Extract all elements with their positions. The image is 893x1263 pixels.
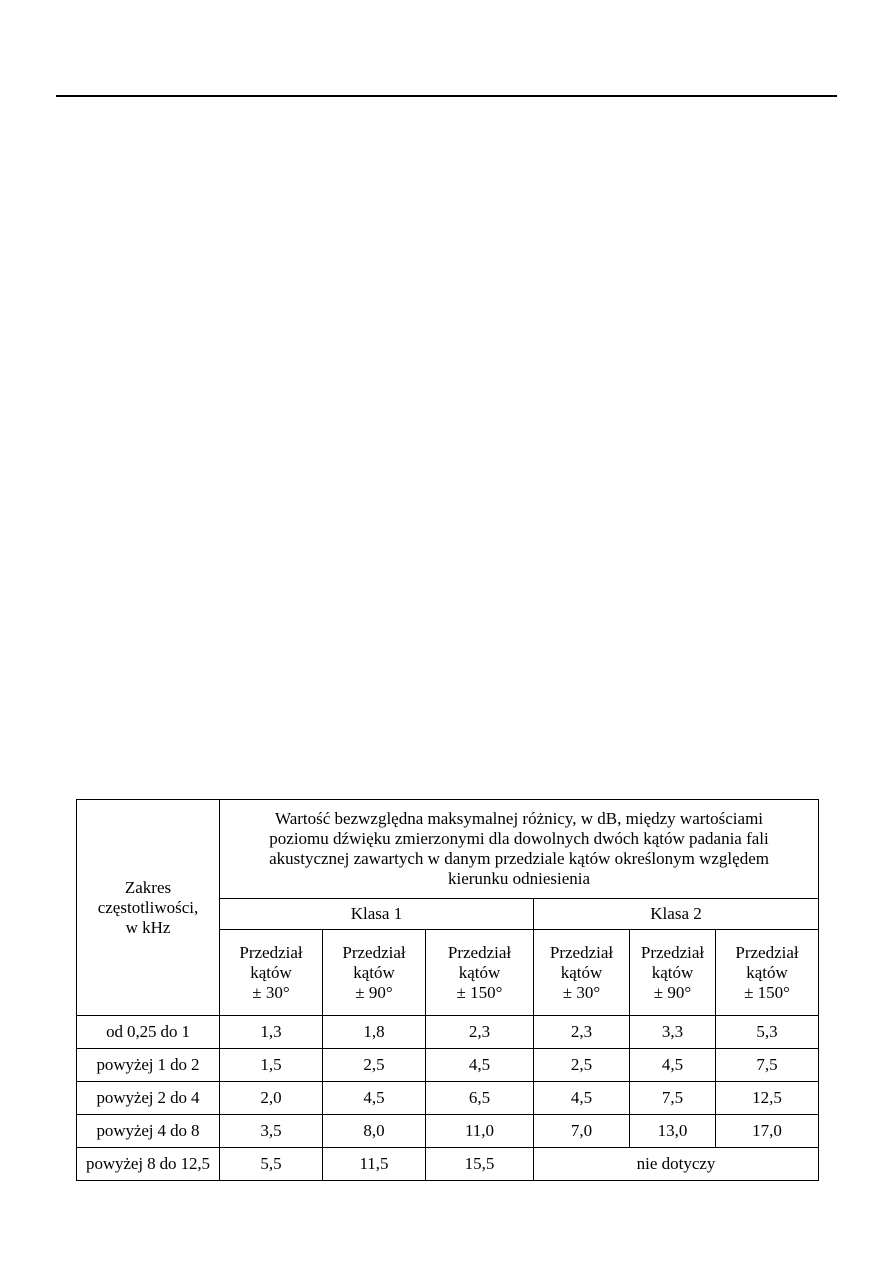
table-row [77,1082,819,1115]
value-cell: 3,5 [220,1115,323,1148]
value-cell: 4,5 [630,1049,716,1082]
max-difference-header: Wartość bezwzględna maksymalnej różnicy, w dB, między wartościami poziomu dźwięku zmierzonymi dla dowolnych dwóch kątów padania fali akustycznej zawartych w danym przedziale kątów określonym względem kierunku odniesienia [220,800,819,899]
frequency-range-cell: powyżej 8 do 12,5 [77,1148,220,1181]
frequency-range-cell: powyżej 1 do 2 [77,1049,220,1082]
value-cell: 1,3 [220,1016,323,1049]
value-cell: 1,5 [220,1049,323,1082]
value-cell: 12,5 [716,1082,819,1115]
value-cell: 5,3 [716,1016,819,1049]
angle-header: Przedział kątów ± 30° [220,930,323,1016]
class-1-header: Klasa 1 [220,899,534,930]
value-cell: 15,5 [426,1148,534,1181]
value-cell: 6,5 [426,1082,534,1115]
value-cell: 8,0 [323,1115,426,1148]
value-cell: 13,0 [630,1115,716,1148]
not-applicable-cell: nie dotyczy [534,1148,819,1181]
value-cell: 4,5 [323,1082,426,1115]
directivity-limits-table [76,799,819,1181]
value-cell: 4,5 [426,1049,534,1082]
frequency-range-header: Zakres częstotliwości, w kHz [77,800,220,1016]
frequency-range-cell: powyżej 4 do 8 [77,1115,220,1148]
frequency-range-cell: powyżej 2 do 4 [77,1082,220,1115]
value-cell: 4,5 [534,1082,630,1115]
angle-header: Przedział kątów ± 150° [716,930,819,1016]
value-cell: 7,5 [716,1049,819,1082]
value-cell: 7,5 [630,1082,716,1115]
angle-header: Przedział kątów ± 90° [630,930,716,1016]
table-row [77,1115,819,1148]
angle-header: Przedział kątów ± 90° [323,930,426,1016]
value-cell: 11,0 [426,1115,534,1148]
table-row [77,1148,819,1181]
table-row [77,1016,819,1049]
frequency-range-cell: od 0,25 do 1 [77,1016,220,1049]
value-cell: 5,5 [220,1148,323,1181]
value-cell: 2,3 [426,1016,534,1049]
table-row [77,1049,819,1082]
value-cell: 17,0 [716,1115,819,1148]
class-2-header: Klasa 2 [534,899,819,930]
value-cell: 3,3 [630,1016,716,1049]
angle-header: Przedział kątów ± 150° [426,930,534,1016]
header-rule [56,95,837,97]
value-cell: 11,5 [323,1148,426,1181]
value-cell: 7,0 [534,1115,630,1148]
value-cell: 2,0 [220,1082,323,1115]
value-cell: 2,5 [534,1049,630,1082]
header-row-main [77,800,819,899]
value-cell: 2,5 [323,1049,426,1082]
value-cell: 2,3 [534,1016,630,1049]
angle-header: Przedział kątów ± 30° [534,930,630,1016]
value-cell: 1,8 [323,1016,426,1049]
